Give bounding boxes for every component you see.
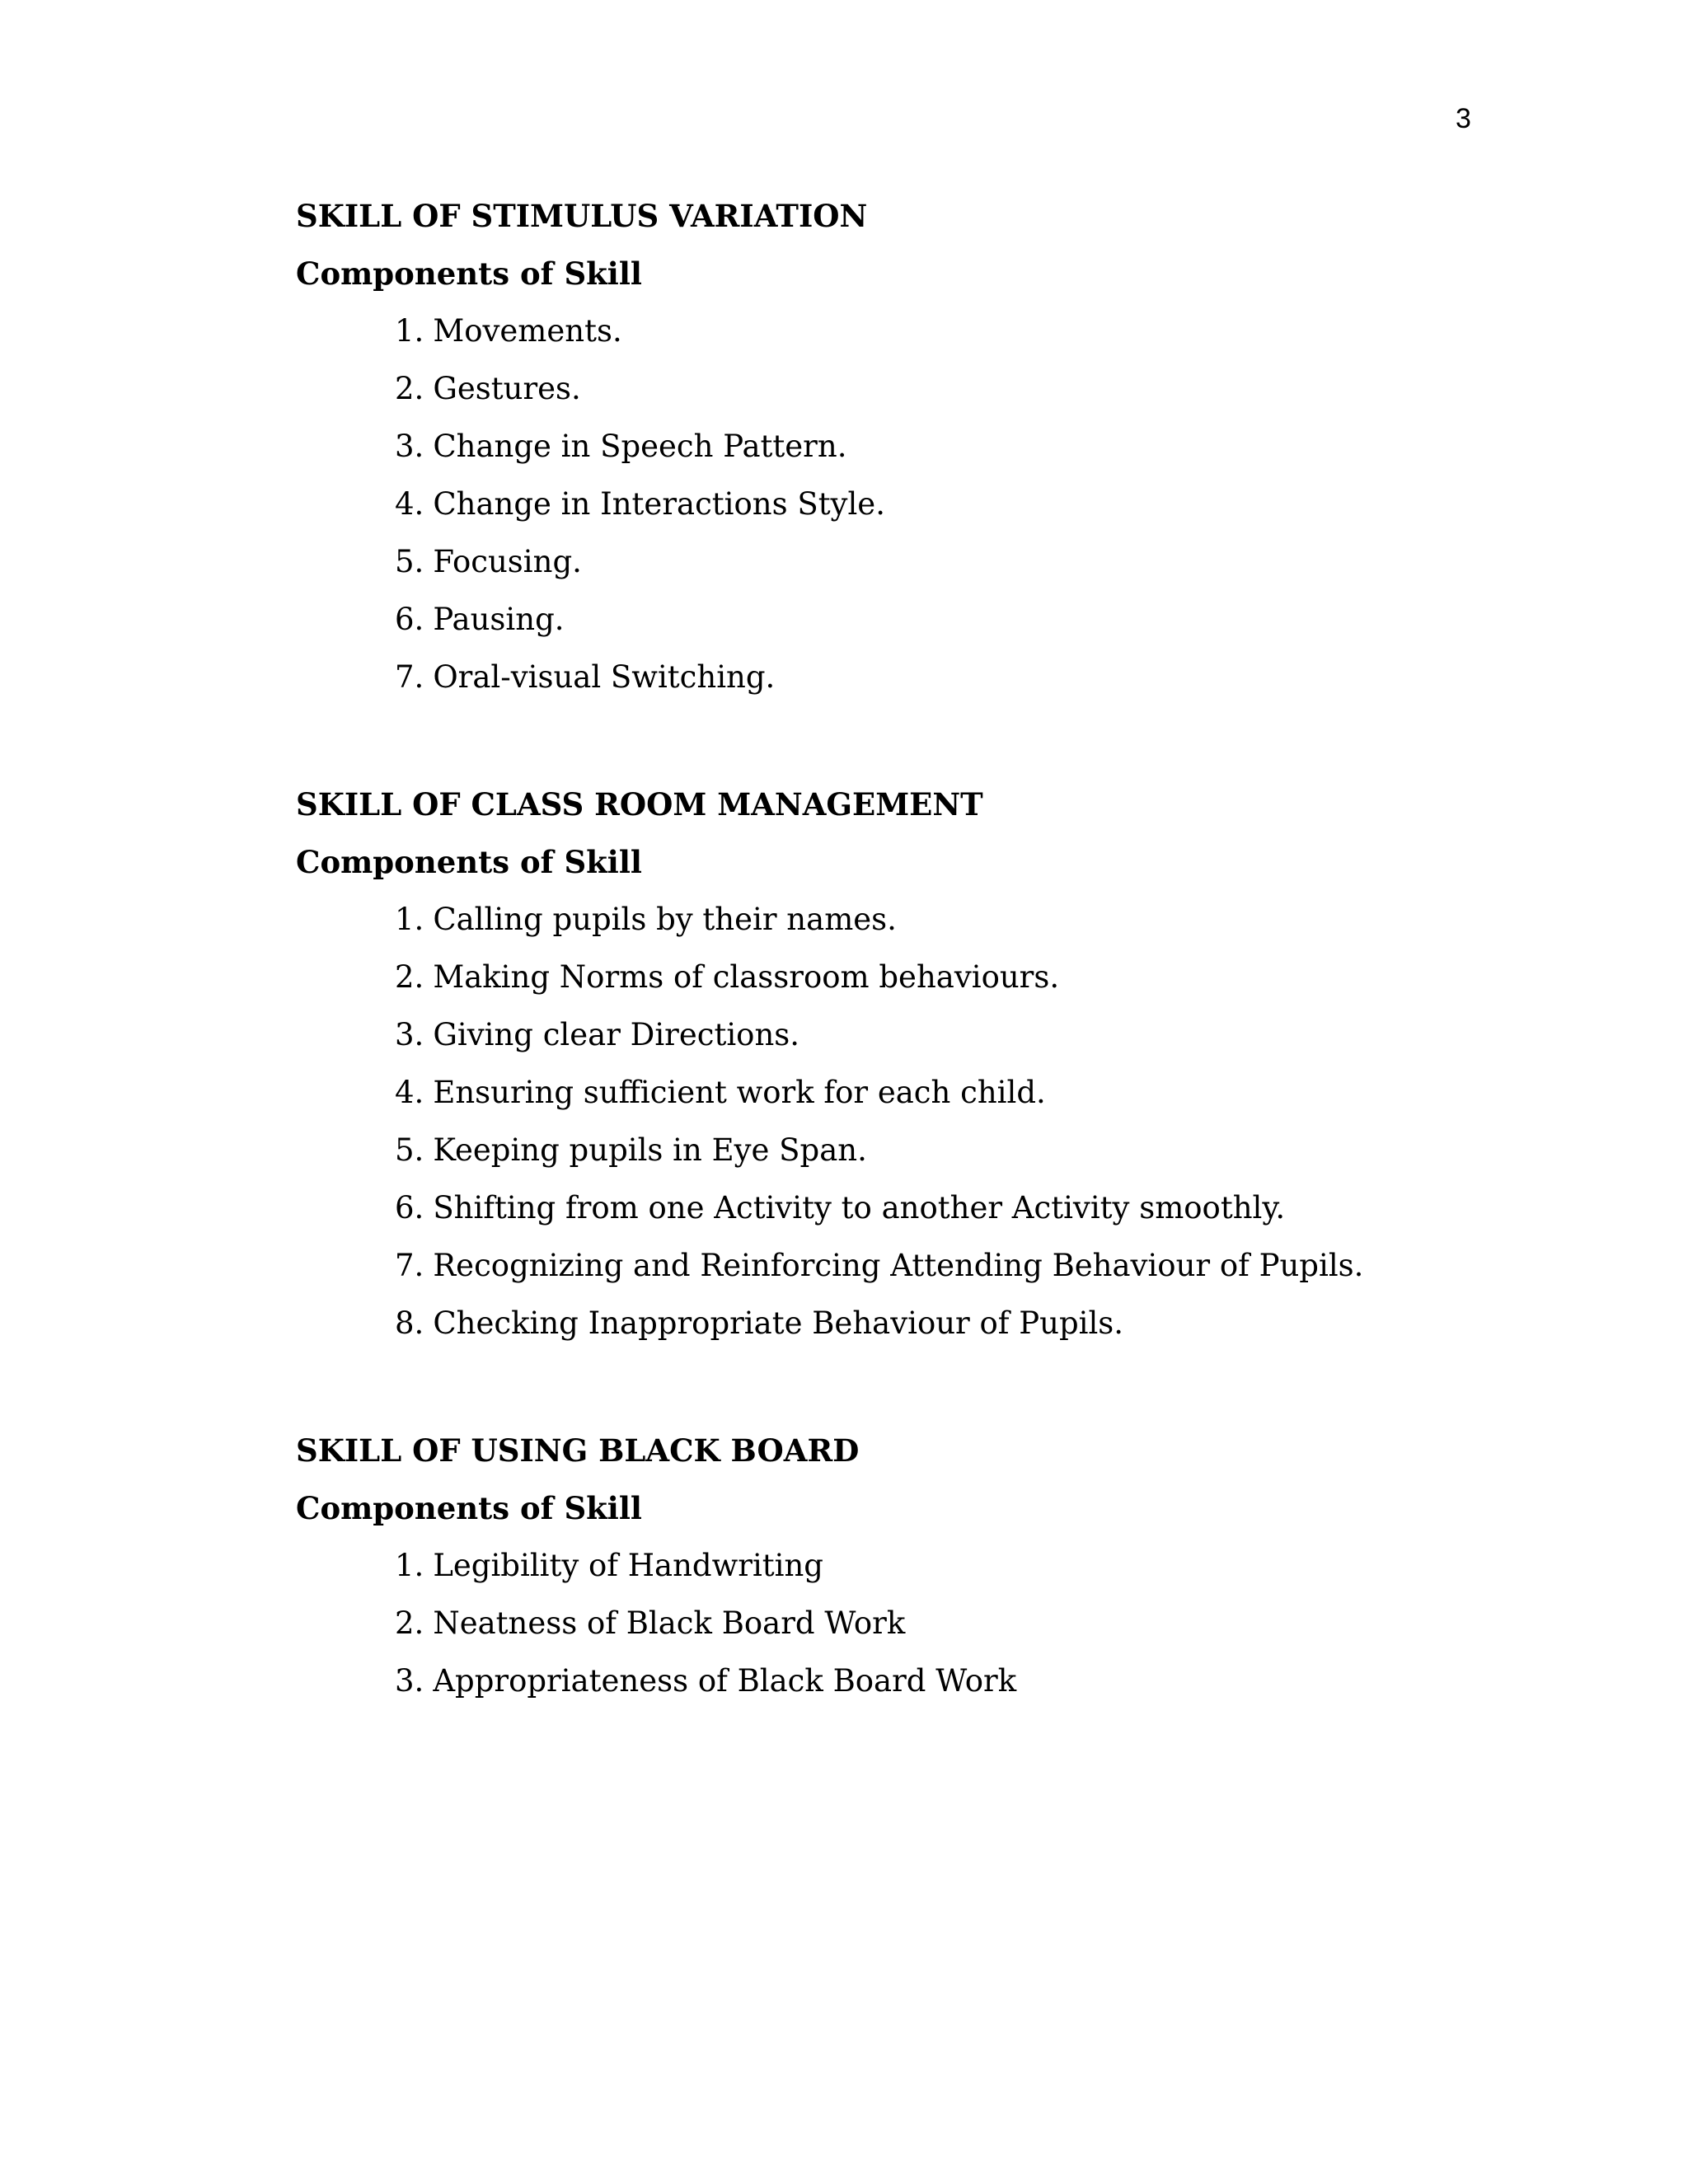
list-item	[395, 313, 1450, 349]
item-text: Shifting from one Activity to another Activity smoothly.	[433, 1190, 1286, 1226]
components-list	[296, 902, 1450, 1342]
section-title: SKILL OF CLASS ROOM MANAGEMENT	[296, 786, 983, 823]
item-number: 1.	[395, 902, 424, 937]
section-classroom-management	[296, 786, 1450, 1342]
item-text: Oral-visual Switching.	[433, 659, 776, 695]
item-text: Appropriateness of Black Board Work	[433, 1663, 1017, 1699]
item-number: 8.	[395, 1305, 424, 1341]
list-item	[395, 1132, 1450, 1169]
item-number: 2.	[395, 1605, 424, 1641]
components-list	[296, 313, 1450, 696]
list-item	[395, 959, 1450, 996]
section-subtitle: Components of Skill	[296, 1490, 642, 1526]
item-text: Focusing.	[433, 544, 582, 579]
list-item	[395, 659, 1450, 696]
section-using-black-board	[296, 1432, 1450, 1699]
item-text: Legibility of Handwriting	[433, 1548, 823, 1583]
item-text: Gestures.	[433, 371, 581, 406]
item-text: Change in Interactions Style.	[433, 486, 885, 522]
list-item	[395, 544, 1450, 580]
list-item	[395, 371, 1450, 407]
list-item	[395, 1248, 1450, 1284]
item-text: Keeping pupils in Eye Span.	[433, 1132, 867, 1168]
section-title: SKILL OF USING BLACK BOARD	[296, 1432, 860, 1469]
list-item	[395, 486, 1450, 523]
item-number: 4.	[395, 486, 424, 522]
item-text: Recognizing and Reinforcing Attending Behaviour of Pupils.	[433, 1248, 1364, 1283]
item-text: Ensuring sufficient work for each child.	[433, 1075, 1046, 1110]
item-number: 6.	[395, 1190, 424, 1226]
components-list	[296, 1548, 1450, 1699]
list-item	[395, 1305, 1450, 1342]
item-text: Checking Inappropriate Behaviour of Pupils.	[433, 1305, 1124, 1341]
item-number: 4.	[395, 1075, 424, 1110]
item-text: Pausing.	[433, 602, 565, 637]
list-item	[395, 1548, 1450, 1584]
item-number: 3.	[395, 1017, 424, 1052]
item-number: 6.	[395, 602, 424, 637]
item-text: Giving clear Directions.	[433, 1017, 800, 1052]
list-item	[395, 1663, 1450, 1699]
list-item	[395, 1605, 1450, 1642]
item-number: 2.	[395, 959, 424, 995]
item-text: Movements.	[433, 313, 622, 349]
item-number: 2.	[395, 371, 424, 406]
list-item	[395, 1190, 1450, 1226]
page-number: 3	[1456, 103, 1471, 134]
list-item	[395, 429, 1450, 465]
item-number: 1.	[395, 1548, 424, 1583]
section-title: SKILL OF STIMULUS VARIATION	[296, 198, 868, 234]
list-item	[395, 602, 1450, 638]
item-number: 5.	[395, 1132, 424, 1168]
item-text: Making Norms of classroom behaviours.	[433, 959, 1060, 995]
item-text: Calling pupils by their names.	[433, 902, 897, 937]
item-text: Neatness of Black Board Work	[433, 1605, 906, 1641]
item-number: 1.	[395, 313, 424, 349]
section-subtitle: Components of Skill	[296, 255, 642, 292]
list-item	[395, 1017, 1450, 1053]
item-number: 3.	[395, 1663, 424, 1699]
item-number: 7.	[395, 659, 424, 695]
list-item	[395, 902, 1450, 938]
section-subtitle: Components of Skill	[296, 844, 642, 880]
item-number: 7.	[395, 1248, 424, 1283]
item-text: Change in Speech Pattern.	[433, 429, 847, 464]
list-item	[395, 1075, 1450, 1111]
document-body	[296, 198, 1450, 1790]
item-number: 3.	[395, 429, 424, 464]
section-stimulus-variation	[296, 198, 1450, 696]
item-number: 5.	[395, 544, 424, 579]
